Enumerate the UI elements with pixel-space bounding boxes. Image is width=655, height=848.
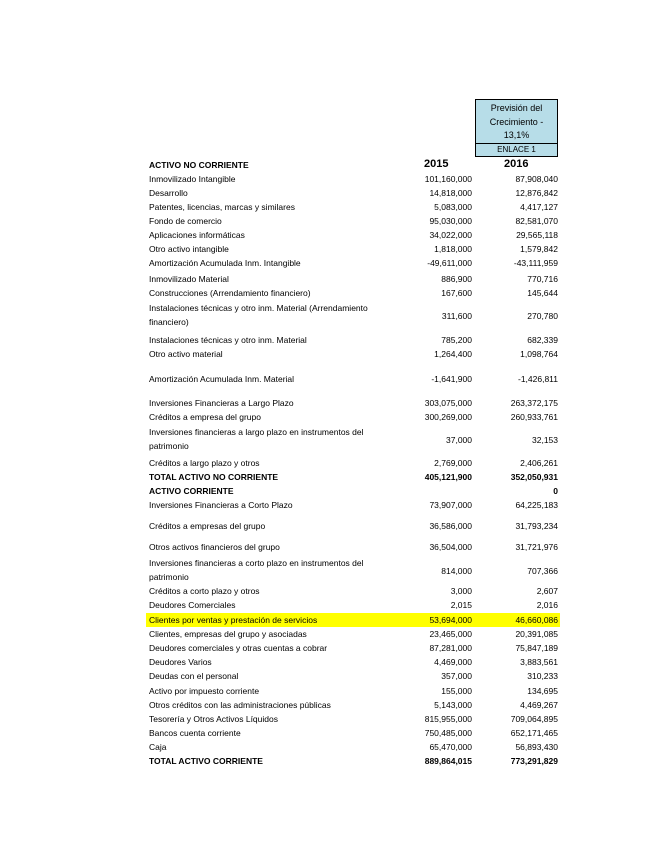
value-2016: -1,426,811 (517, 374, 558, 384)
value-2016: 770,716 (527, 274, 558, 284)
value-2016: 0 (553, 486, 558, 496)
table-row (146, 555, 560, 587)
value-2016: 707,366 (527, 566, 558, 576)
value-2015: 36,586,000 (429, 521, 472, 531)
row-label: Amortización Acumulada Inm. Intangible (149, 258, 301, 268)
value-2015: 53,694,000 (429, 615, 472, 625)
value-2016: 682,339 (527, 335, 558, 345)
value-2015: 95,030,000 (429, 216, 472, 226)
table-row (146, 396, 560, 410)
value-2016: 31,793,234 (515, 521, 558, 531)
table-row (146, 712, 560, 726)
value-2016: 1,098,764 (520, 349, 558, 359)
table-row (146, 214, 560, 228)
value-2016: 20,391,085 (515, 629, 558, 639)
table-row (146, 172, 560, 186)
value-2015: 65,470,000 (429, 742, 472, 752)
table-row (146, 456, 560, 470)
value-2016: -43,111,959 (513, 258, 558, 268)
value-2016: 652,171,465 (510, 728, 558, 738)
projection-line-3: 13,1% (503, 130, 530, 140)
table-row (146, 410, 560, 424)
table-row (146, 754, 560, 768)
projection-line-1: Previsión del (490, 103, 543, 113)
value-2016: 32,153 (532, 435, 558, 445)
value-2016: 31,721,976 (515, 542, 558, 552)
table-row (146, 740, 560, 754)
value-2015: 785,200 (441, 335, 472, 345)
row-label: Deudores Comerciales (149, 600, 236, 610)
value-2015: 34,022,000 (429, 230, 472, 240)
value-2015: 155,000 (441, 686, 472, 696)
year-2015-header: 2015 (424, 158, 449, 170)
value-2016: 4,417,127 (520, 202, 558, 212)
value-2015: 36,504,000 (429, 542, 472, 552)
row-label: Otros activos financieros del grupo (149, 542, 280, 552)
row-label: Aplicaciones informáticas (149, 230, 245, 240)
value-2015: 4,469,000 (434, 657, 472, 667)
table-row (146, 518, 560, 534)
table-row (146, 684, 560, 698)
value-2016: 82,581,070 (515, 216, 558, 226)
value-2016: 145,644 (527, 288, 558, 298)
value-2015: -49,611,000 (427, 258, 472, 268)
table-row (146, 333, 560, 347)
value-2016: 260,933,761 (510, 412, 558, 422)
value-2015: 300,269,000 (424, 412, 472, 422)
value-2016: 3,883,561 (520, 657, 558, 667)
value-2016: 29,565,118 (516, 230, 558, 240)
table-row (146, 272, 560, 286)
row-label: Créditos a empresa del grupo (149, 412, 261, 422)
table-row (146, 484, 560, 498)
row-label: ACTIVO CORRIENTE (149, 486, 234, 496)
table-row (146, 470, 560, 484)
value-2015: 101,160,000 (424, 174, 472, 184)
table-row (146, 286, 560, 300)
table-row (146, 613, 560, 627)
year-2016-header: 2016 (504, 158, 529, 170)
table-row (146, 669, 560, 683)
table-row (146, 584, 560, 598)
table-row (146, 726, 560, 740)
value-2015: 3,000 (450, 586, 472, 596)
row-label: Inmovilizado Material (149, 274, 229, 284)
row-label: Instalaciones técnicas y otro inm. Material (149, 335, 307, 345)
row-label: Inversiones financieras a largo plazo en instrumentos del patrimonio (149, 427, 364, 451)
value-2016: 64,225,183 (515, 500, 558, 510)
value-2016: 310,233 (527, 671, 558, 681)
table-row (146, 158, 560, 172)
value-2016: 4,469,267 (520, 700, 558, 710)
row-label: Patentes, licencias, marcas y similares (149, 202, 295, 212)
value-2015: 1,264,400 (434, 349, 472, 359)
value-2016: 352,050,931 (510, 472, 558, 482)
row-label: Caja (149, 742, 167, 752)
row-label: Inmovilizado Intangible (149, 174, 236, 184)
growth-projection-header (475, 99, 558, 144)
value-2015: -1,641,900 (431, 374, 472, 384)
table-row (146, 539, 560, 555)
table-row (146, 256, 560, 270)
value-2016: 2,607 (536, 586, 558, 596)
row-label: Deudas con el personal (149, 671, 239, 681)
value-2015: 23,465,000 (429, 629, 472, 639)
value-2016: 773,291,829 (510, 756, 558, 766)
value-2016: 2,016 (536, 600, 558, 610)
value-2015: 814,000 (441, 566, 472, 576)
value-2016: 87,908,040 (515, 174, 558, 184)
projection-line-2: Crecimiento - (489, 116, 544, 127)
row-label: Inversiones Financieras a Largo Plazo (149, 398, 294, 408)
value-2015: 405,121,900 (424, 472, 472, 482)
value-2016: 46,660,086 (515, 615, 558, 625)
row-label: TOTAL ACTIVO CORRIENTE (149, 756, 263, 766)
value-2015: 303,075,000 (424, 398, 472, 408)
table-row (146, 498, 560, 512)
row-label: Créditos a empresas del grupo (149, 521, 266, 531)
value-2015: 357,000 (441, 671, 472, 681)
value-2016: 75,847,189 (515, 643, 558, 653)
row-label: Créditos a largo plazo y otros (149, 458, 260, 468)
row-label: Otros créditos con las administraciones públicas (149, 700, 331, 710)
value-2015: 889,864,015 (424, 756, 472, 766)
row-label: Créditos a corto plazo y otros (149, 586, 260, 596)
value-2015: 2,769,000 (434, 458, 472, 468)
value-2015: 14,818,000 (429, 188, 472, 198)
table-row (146, 371, 560, 387)
row-label: Clientes, empresas del grupo y asociadas (149, 629, 307, 639)
table-row (146, 641, 560, 655)
table-row (146, 228, 560, 242)
value-2015: 5,083,000 (434, 202, 472, 212)
value-2016: 263,372,175 (510, 398, 558, 408)
table-row (146, 242, 560, 256)
value-2015: 73,907,000 (429, 500, 472, 510)
row-label: Bancos cuenta corriente (149, 728, 241, 738)
row-label: Otro activo intangible (149, 244, 229, 254)
row-label: Fondo de comercio (149, 216, 222, 226)
value-2015: 2,015 (450, 600, 472, 610)
row-label: Deudores Varios (149, 657, 212, 667)
row-label: Otro activo material (149, 349, 223, 359)
row-label: ACTIVO NO CORRIENTE (149, 160, 249, 170)
row-label: Amortización Acumulada Inm. Material (149, 374, 295, 384)
table-row (146, 186, 560, 200)
value-2016: 134,695 (527, 686, 558, 696)
value-2015: 815,955,000 (424, 714, 472, 724)
row-label: Construcciones (Arrendamiento financiero) (149, 288, 311, 298)
table-row (146, 347, 560, 361)
table-row (146, 300, 560, 332)
value-2015: 1,818,000 (434, 244, 472, 254)
value-2015: 886,900 (441, 274, 472, 284)
value-2015: 167,600 (441, 288, 472, 298)
value-2015: 311,600 (441, 311, 472, 321)
row-label: Desarrollo (149, 188, 188, 198)
row-label: TOTAL ACTIVO NO CORRIENTE (149, 472, 279, 482)
table-row (146, 598, 560, 612)
value-2016: 709,064,895 (510, 714, 558, 724)
value-2015: 87,281,000 (429, 643, 472, 653)
row-label: Deudores comerciales y otras cuentas a cobrar (149, 643, 328, 653)
value-2016: 12,876,842 (515, 188, 558, 198)
value-2015: 37,000 (446, 435, 472, 445)
table-row (146, 698, 560, 712)
value-2015: 5,143,000 (434, 700, 472, 710)
table-row (146, 627, 560, 641)
value-2016: 56,893,430 (515, 742, 558, 752)
link-cell[interactable]: ENLACE 1 (475, 144, 558, 157)
row-label: Tesorería y Otros Activos Líquidos (149, 714, 278, 724)
table-row (146, 200, 560, 214)
row-label: Instalaciones técnicas y otro inm. Material (Arrendamiento financiero) (149, 303, 368, 327)
table-row (146, 424, 560, 456)
value-2015: 750,485,000 (424, 728, 472, 738)
value-2016: 1,579,842 (520, 244, 558, 254)
row-label: Activo por impuesto corriente (149, 686, 260, 696)
row-label: Clientes por ventas y prestación de servicios (149, 615, 318, 625)
row-label: Inversiones Financieras a Corto Plazo (149, 500, 293, 510)
table-row (146, 655, 560, 669)
value-2016: 270,780 (527, 311, 558, 321)
value-2016: 2,406,261 (520, 458, 558, 468)
row-label: Inversiones financieras a corto plazo en instrumentos del patrimonio (149, 558, 364, 582)
